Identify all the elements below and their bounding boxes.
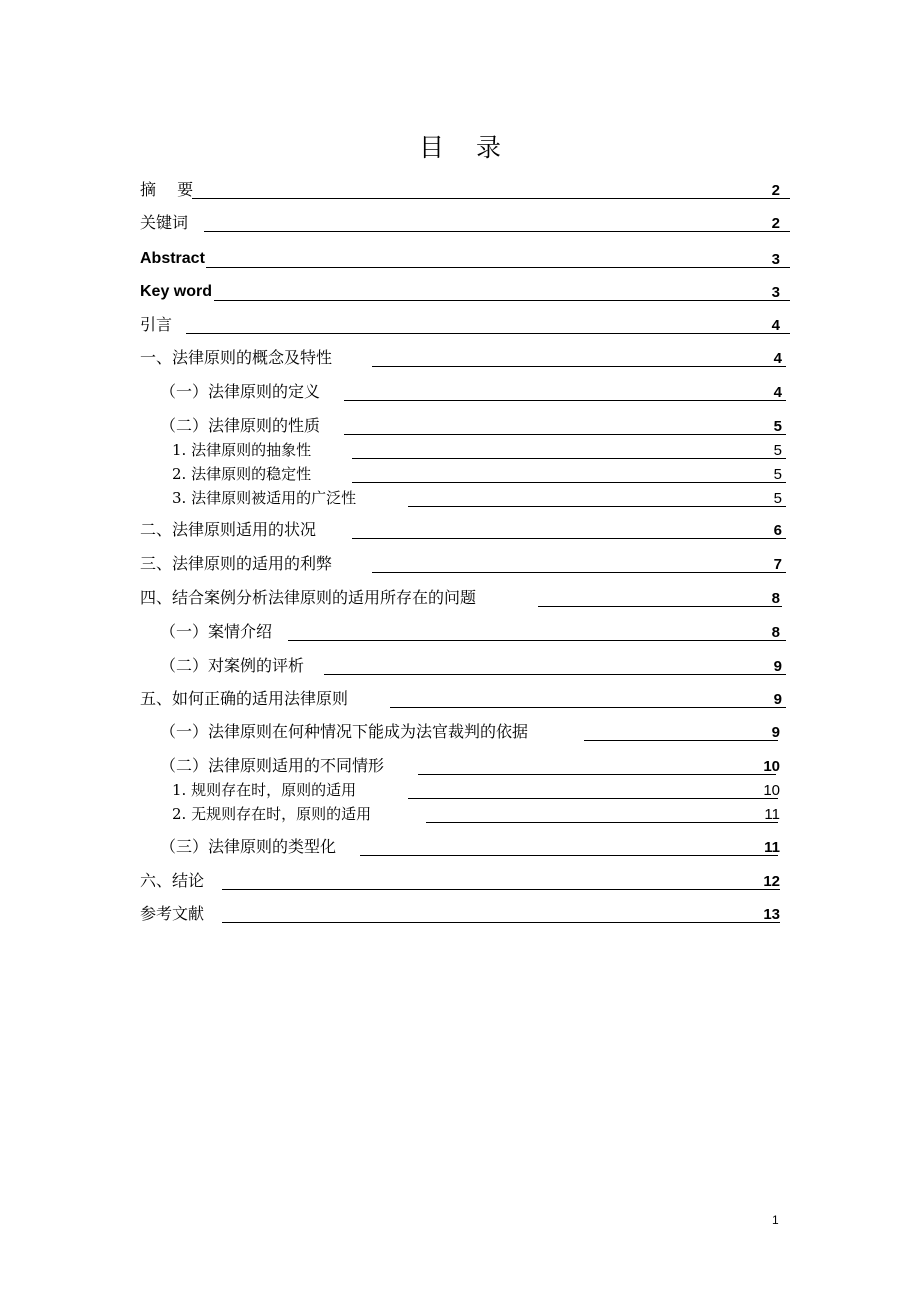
toc-leader-line bbox=[418, 774, 776, 775]
toc-page-number: 13 bbox=[763, 906, 780, 923]
toc-page-number: 7 bbox=[773, 556, 782, 573]
toc-entry[interactable] bbox=[140, 520, 790, 542]
toc-leader-line bbox=[538, 606, 782, 607]
toc-entry[interactable] bbox=[140, 282, 790, 304]
toc-entry-label: 六、结论 bbox=[140, 871, 205, 890]
toc-leader-line bbox=[426, 822, 778, 823]
toc-leader-line bbox=[408, 506, 786, 507]
toc-entry[interactable] bbox=[140, 180, 790, 202]
toc-page-number: 5 bbox=[773, 466, 782, 483]
toc-entry[interactable] bbox=[140, 464, 790, 486]
toc-entry[interactable] bbox=[140, 315, 790, 337]
toc-leader-line bbox=[408, 798, 778, 799]
toc-leader-line bbox=[390, 707, 786, 708]
toc-entry-label: 摘 要 bbox=[140, 180, 202, 199]
toc-entry[interactable] bbox=[140, 904, 790, 926]
toc-leader-line bbox=[352, 538, 786, 539]
toc-page-number: 5 bbox=[773, 418, 782, 435]
toc-page-number: 3 bbox=[771, 284, 780, 301]
toc-entry-label: 引言 bbox=[140, 315, 173, 334]
toc-entry-label: 参考文献 bbox=[140, 904, 205, 923]
toc-leader-line bbox=[372, 572, 786, 573]
toc-entry-label: （一）法律原则的定义 bbox=[160, 382, 321, 401]
toc-page-number: 8 bbox=[771, 624, 780, 641]
toc-entry[interactable] bbox=[140, 440, 790, 462]
toc-entry-label: Key word bbox=[140, 283, 213, 300]
toc-entry-label: 四、结合案例分析法律原则的适用所存在的问题 bbox=[140, 588, 477, 607]
toc-page-number: 11 bbox=[764, 839, 780, 856]
toc-entry-label: 2. 无规则存在时，原则的适用 bbox=[172, 805, 372, 823]
toc-page-number: 2 bbox=[771, 182, 780, 199]
toc-entry-label: （二）法律原则适用的不同情形 bbox=[160, 756, 385, 775]
toc-page-number: 8 bbox=[771, 590, 780, 607]
toc-entry[interactable] bbox=[140, 213, 790, 235]
toc-entry[interactable] bbox=[140, 554, 790, 576]
toc-entry[interactable] bbox=[140, 249, 790, 271]
toc-entry-label: 2. 法律原则的稳定性 bbox=[172, 465, 312, 483]
page-title: 目 录 bbox=[419, 133, 513, 162]
toc-leader-line bbox=[214, 300, 790, 301]
toc-page-number: 10 bbox=[763, 758, 780, 775]
toc-entry-label: 3. 法律原则被适用的广泛性 bbox=[172, 489, 357, 507]
toc-entry-label: 二、法律原则适用的状况 bbox=[140, 520, 317, 539]
toc-entry[interactable] bbox=[140, 588, 790, 610]
footer-page-number: 1 bbox=[772, 1213, 779, 1227]
toc-entry[interactable] bbox=[140, 348, 790, 370]
toc-page-number: 9 bbox=[771, 724, 780, 741]
toc-page-number: 2 bbox=[771, 215, 780, 232]
toc-leader-line bbox=[324, 674, 786, 675]
toc-entry-label: Abstract bbox=[140, 250, 205, 267]
toc-entry[interactable] bbox=[140, 722, 790, 744]
toc-entry-label: （三）法律原则的类型化 bbox=[160, 837, 337, 856]
toc-leader-line bbox=[584, 740, 778, 741]
toc-page-number: 4 bbox=[773, 350, 782, 367]
toc-leader-line bbox=[204, 231, 790, 232]
toc-leader-line bbox=[222, 889, 780, 890]
toc-page-number: 9 bbox=[773, 658, 782, 675]
toc-leader-line bbox=[372, 366, 786, 367]
toc-entry[interactable] bbox=[140, 756, 790, 778]
toc-page-number: 3 bbox=[771, 251, 780, 268]
toc-entry-label: 关键词 bbox=[140, 213, 189, 232]
toc-entry-label: （一）案情介绍 bbox=[160, 622, 273, 641]
toc-entry[interactable] bbox=[140, 488, 790, 510]
toc-page-number: 5 bbox=[773, 442, 782, 459]
toc-entry[interactable] bbox=[140, 416, 790, 438]
toc-entry[interactable] bbox=[140, 622, 790, 644]
toc-entry[interactable] bbox=[140, 780, 790, 802]
toc-leader-line bbox=[352, 458, 786, 459]
toc-entry-label: （二）法律原则的性质 bbox=[160, 416, 321, 435]
toc-entry[interactable] bbox=[140, 837, 790, 859]
toc-leader-line bbox=[206, 267, 790, 268]
toc-entry-label: 五、如何正确的适用法律原则 bbox=[140, 689, 349, 708]
toc-entry[interactable] bbox=[140, 382, 790, 404]
toc-leader-line bbox=[222, 922, 780, 923]
toc-entry-label: 三、法律原则的适用的利弊 bbox=[140, 554, 333, 573]
toc-page-number: 10 bbox=[763, 782, 780, 799]
toc-page-number: 5 bbox=[773, 490, 782, 507]
toc-entry-label: （二）对案例的评析 bbox=[160, 656, 305, 675]
toc-page-number: 6 bbox=[773, 522, 782, 539]
toc-leader-line bbox=[344, 434, 786, 435]
toc-leader-line bbox=[192, 198, 790, 199]
toc-entry-label: 1. 规则存在时，原则的适用 bbox=[172, 781, 357, 799]
toc-page-number: 11 bbox=[764, 806, 780, 823]
toc-page-number: 12 bbox=[763, 873, 780, 890]
toc-leader-line bbox=[288, 640, 786, 641]
toc-leader-line bbox=[344, 400, 786, 401]
toc-entry[interactable] bbox=[140, 689, 790, 711]
toc-entry[interactable] bbox=[140, 804, 790, 826]
toc-leader-line bbox=[360, 855, 778, 856]
toc-leader-line bbox=[186, 333, 790, 334]
toc-leader-line bbox=[352, 482, 786, 483]
toc-entry-label: 一、法律原则的概念及特性 bbox=[140, 348, 333, 367]
toc-entry[interactable] bbox=[140, 656, 790, 678]
toc-entry[interactable] bbox=[140, 871, 790, 893]
toc-entry-label: （一）法律原则在何种情况下能成为法官裁判的依据 bbox=[160, 722, 529, 741]
toc-page-number: 4 bbox=[771, 317, 780, 334]
toc-entry-label: 1. 法律原则的抽象性 bbox=[172, 441, 312, 459]
toc-page-number: 4 bbox=[773, 384, 782, 401]
toc-page-number: 9 bbox=[773, 691, 782, 708]
